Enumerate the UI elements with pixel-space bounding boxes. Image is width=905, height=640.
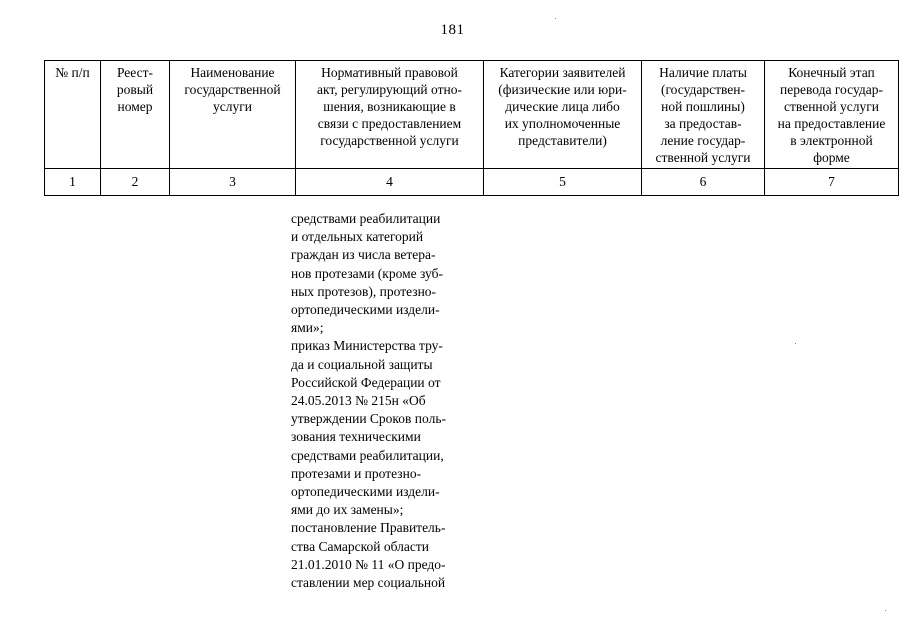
- scan-speck: [555, 18, 556, 19]
- legal-act-continuation: [291, 210, 474, 592]
- column-number-row: [45, 169, 899, 196]
- scan-speck: [885, 610, 886, 611]
- header-cell-final-stage: Конечный этап перевода государ- ственной услуги на предоставление в электронной форме: [765, 61, 899, 169]
- column-number-cell: 4: [296, 169, 484, 196]
- column-number-cell: 7: [765, 169, 899, 196]
- column-number-cell: 6: [642, 169, 765, 196]
- header-cell-applicant-categories: Категории заявителей (физические или юри- дические лица либо их уполномоченные представители): [484, 61, 642, 169]
- header-cell-service-name: Наименование государственной услуги: [170, 61, 296, 169]
- header-cell-number: № п/п: [45, 61, 101, 169]
- column-number-cell: 1: [45, 169, 101, 196]
- paragraph-veterans-prosthetics: средствами реабилитации и отдельных категорий граждан из числа ветера- нов протезами (кроме зуб- ных протезов), протезно- ортопедическими издели- ями»;: [291, 211, 443, 336]
- paragraph-labour-ministry-order: приказ Министерства тру- да и социальной защиты Российской Федерации от 24.05.2013 № 215н «Об утверждении Сроков поль- зования техническими средствами реабилитации, протезами и протезно- ортопедическими издели- ями до их замены»;: [291, 338, 446, 518]
- header-cell-fee: Наличие платы (государствен- ной пошлины) за предостав- ление государ- ственной услуги: [642, 61, 765, 169]
- page-number: 181: [440, 22, 465, 38]
- header-cell-legal-act: Нормативный правовой акт, регулирующий отно- шения, возникающие в связи с предоставлением государственной услуги: [296, 61, 484, 169]
- registry-table: [44, 60, 899, 196]
- column-number-cell: 5: [484, 169, 642, 196]
- header-cell-registry-number: Реест- ровый номер: [101, 61, 170, 169]
- column-number-cell: 2: [101, 169, 170, 196]
- header-row: [45, 61, 899, 169]
- column-number-cell: 3: [170, 169, 296, 196]
- scan-speck: [795, 343, 796, 344]
- paragraph-samara-government-resolution: постановление Правитель- ства Самарской области 21.01.2010 № 11 «О предо- ставлении мер социальной: [291, 520, 446, 591]
- table-header: [45, 61, 899, 169]
